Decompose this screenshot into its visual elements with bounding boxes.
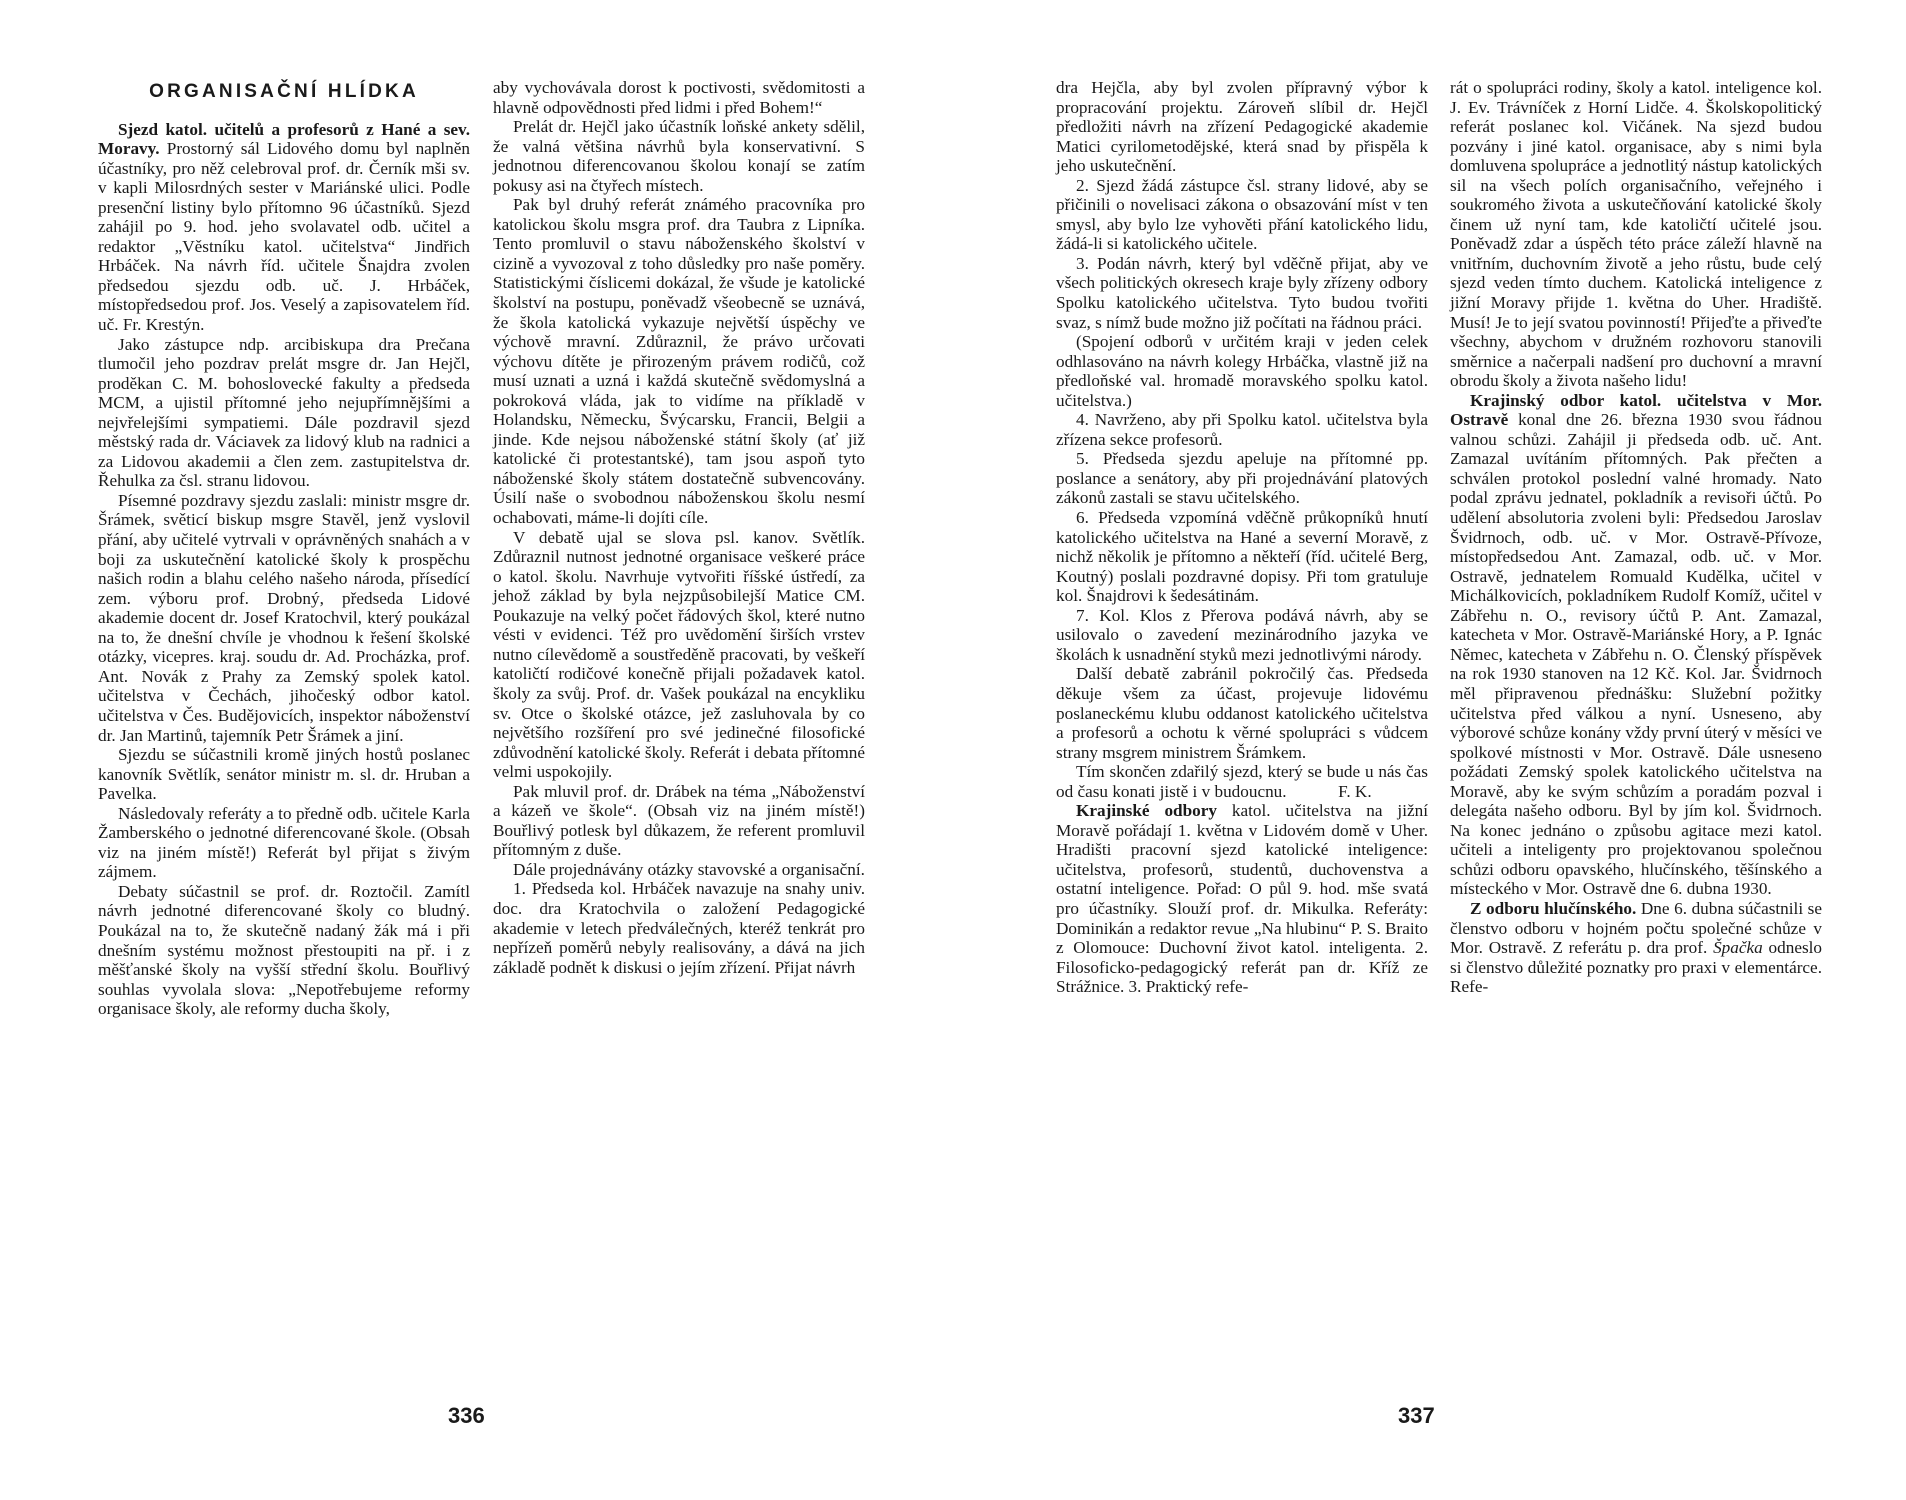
paragraph-text: rát o spolupráci rodiny, školy a katol. inteligence kol. J. Ev. Trávníček z Horní Lidče. 4. Školskopolitický referát poslanec kol. Vičánek. Na sjezd budou pozvány i jiné katol. organisace, aby s nimi byla domluvena spolupráce a jednotlitý nástup katolických sil na všech polích organisačního, veřejného i soukromého života a uskutečňování katolické školy činem už nyní tam, kde katoličtí učitelé jsou. Poněvadž zdar a úspěch této práce záleží hlavně na vnitřním, duchovním životě a jeho růstu, bude celý sjezd veden tímto duchem. Katolická inteligence z jižní Moravy přijde 1. května do Uher. Hradiště. Musí! Je to její svatou povinností! Přijeďte a přiveďte všechny, abychom v družném rozhovoru stanovili směrnice a načerpali nadšení pro duchovní a mravní obrodu školy a života našeho lidu! <box>1450 78 1822 391</box>
paragraph <box>1056 664 1428 762</box>
paragraphs <box>493 78 865 977</box>
paragraph <box>1056 762 1428 801</box>
paragraph-text: dra Hejčla, aby byl zvolen přípravný výbor k propracování projektu. Zároveň slíbil dr. Hejčl předložiti návrh na zřízení Pedagogické akademie Matici cyrilometodějské, která snad by přispěla k jeho uskutečnění. <box>1056 78 1428 176</box>
right-page <box>953 0 1906 1500</box>
paragraph <box>98 120 470 335</box>
paragraph-lead: Z odboru hlučínského. <box>1470 898 1637 918</box>
left-page-column-1 <box>98 82 470 1019</box>
paragraph <box>98 335 470 491</box>
paragraph <box>493 860 865 880</box>
author-signature: F. K. <box>1338 781 1372 801</box>
paragraph-text: Pak byl druhý referát známého pracovníka pro katolickou školu msgra prof. dra Taubra z Lipníka. Tento promluvil o stavu náboženského školství v cizině a vyvozoval z toho důsledky pro naše poměry. Statistickými číslicemi dokázal, že všude je katolické školství na postupu, poněvadž všeobecně se uznává, že škola katolická vykazuje největší úspěchy ve výchově mravní. Zdůraznil, že právo určovati výchovu dítěte je přirozeným právem rodičů, což musí uznati a uzná i každá skutečně svědomyslná a pokroková vláda, jak to vidíme na příkladě v Holandsku, Německu, Švýcarsku, Francii, Belgii a jinde. Kde nejsou náboženské státní školy (ať již katolické či protestantské), tam jsou aspoň tyto náboženské školy státem dostatečně subvencovány. Úsilí naše o svobodnou náboženskou školu nesmí ochabovati, máme-li dojíti cíle. <box>493 195 865 528</box>
paragraph-text: Tím skončen zdařilý sjezd, který se bude u nás čas od času konati jistě i v budoucnu. <box>1056 762 1428 801</box>
paragraph-text: 4. Navrženo, aby při Spolku katol. učitelstva byla zřízena sekce profesorů. <box>1056 410 1428 449</box>
paragraph <box>493 195 865 527</box>
paragraph-text-tail: odneslo si členstvo důležité poznatky pro praxi v elementárce. Refe- <box>1450 938 1822 997</box>
paragraph <box>98 804 470 882</box>
paragraph-text: Dne 6. dubna súčastnili se členstvo odboru v hojném počtu společné schůze v Mor. Ostravě. Z referátu p. dra prof. <box>1450 898 1822 958</box>
paragraph-text: katol. učitelstva na jižní Moravě pořádají 1. května v Lidovém domě v Uher. Hradišti pracovní sjezd katolické inteligence: učitelstva, profesorů, studentů, duchovenstva a ostatní inteligence. Pořad: O půl 9. hod. mše svatá pro účastníky. Slouží prof. dr. Mikulka. Referáty: Dominikán a redaktor revue „Na hlubinu“ P. S. Braito z Olomouce: Duchovní život katol. inteligenta. 2. Filosoficko-pedagogický referát pan dr. Kříž ze Strážnice. 3. Praktický refe- <box>1056 801 1428 997</box>
paragraph <box>493 117 865 195</box>
paragraph-text: Písemné pozdravy sjezdu zaslali: ministr msgre dr. Šrámek, světicí biskup msgre Stavěl, jenž vyslovil přání, aby učitelé vytrvali v oprávněných snahách a v boji za uskutečnění katolické školy k prospěchu našich rodin a blahu celého našeho národa, přísedící zem. výboru prof. Drobný, předseda Lidové akademie docent dr. Josef Kratochvil, který poukázal na to, že dnešní chvíle je vhodnou k řešení školské otázky, vicepres. kraj. soudu dr. Ad. Procházka, prof. Ant. Novák z Prahy za Zemský spolek katol. učitelstva v Čechách, jihočeský odbor katol. učitelstva v Čes. Budějovicích, inspektor náboženství dr. Jan Martinů, tajemník Petr Šrámek a jiní. <box>98 490 470 745</box>
paragraph-text: 5. Předseda sjezdu apeluje na přítomné pp. poslance a senátory, aby při projednávání platových zákonů zastali se stavu učitelského. <box>1056 449 1428 508</box>
paragraph <box>1056 78 1428 176</box>
paragraph-text: Další debatě zabránil pokročilý čas. Předseda děkuje všem za účast, projevuje lidovému poslaneckému klubu oddanost katolického učitelstva a profesorů a ochotu k věrné spolupráci s vůdcem strany msgrem ministrem Šrámkem. <box>1056 664 1428 762</box>
paragraph-text: Dále projednávány otázky stavovské a organisační. <box>513 859 865 879</box>
paragraph-text: konal dne 26. března 1930 svou řádnou valnou schůzi. Zahájil ji předseda odb. uč. Ant. Zamazal uvítáním přítomných. Pak přečten a schválen protokol poslední valné hromady. Nato podal zprávu jednatel, pokladník a revisoři účtů. Po udělení absolutoria zvoleni byli: Předsedou Jaroslav Švidrnoch, odb. uč. v Mor. Ostravě-Přívoze, místopředsedou Ant. Zamazal, odb. uč. v Mor. Ostravě, jednatelem Romuald Kudělka, učitel v Michálkovicích, pokladníkem Rudolf Komíž, učitel v Zábřehu n. O., revisory účtů P. Ant. Zamazal, katecheta v Mor. Ostravě-Mariánské Hory, a P. Ignác Němec, katecheta v Zábřehu n. O. Členský příspěvek na rok 1930 stanoven na 12 Kč. Kol. Jar. Švidrnoch měl připravenou přednášku: Služební požitky učitelstva před válkou a nyní. Usneseno, aby výborové schůze konány vždy první úterý v měsíci ve spolkové místnosti v Mor. Ostravě. Dále usneseno požádati Zemský spolek katolického učitelstva na Moravě, aby ke svým schůzím a poradám pozval i delegáta našeho odboru. Byl by jím kol. Švidrnoch. Na konec jednáno o způsobu agitace mezi katol. učiteli a inteligenty pro projektovanou společnou schůzi odboru opavského, hlučínského, těšínského a místeckého v Mor. Ostravě dne 6. dubna 1930. <box>1450 410 1822 899</box>
paragraph <box>1056 449 1428 508</box>
paragraph-text: Prostorný sál Lidového domu byl naplněn účastníky, pro něž celebroval prof. dr. Černík mši sv. v kapli Milosrdných sester v Mariánské ulici. Podle presenční listiny bylo přítomno 96 účastníků. Sjezd zahájil po 9. hod. jeho svolavatel odb. učitel a redaktor „Věstníku katol. učitelstva“ Jindřich Hrbáček. Na návrh říd. učitele Šnajdra zvolen předsedou sjezdu odb. uč. J. Hrbáček, místopředsedou prof. Jos. Veselý a zapisovatelem říd. uč. Fr. Krestýn. <box>98 139 470 335</box>
paragraph <box>1450 899 1822 997</box>
paragraph <box>98 882 470 1019</box>
paragraph <box>1450 391 1822 899</box>
paragraph-text: (Spojení odborů v určitém kraji v jeden celek odhlasováno na návrh kolegy Hrbáčka, vlastně již na předloňské val. hromadě moravského spolku katol. učitelstva.) <box>1056 332 1428 410</box>
paragraph-text: 2. Sjezd žádá zástupce čsl. strany lidové, aby se přičinili o novelisaci zákona o obsazování míst v ten smysl, aby bylo lze vyhověti přání katolického lidu, žádá-li si katolického učitele. <box>1056 175 1428 254</box>
paragraphs <box>1056 78 1428 997</box>
paragraph-text: Následovaly referáty a to předně odb. učitele Karla Žamberského o jednotné diferencované škole. (Obsah viz na jiném místě!) Referát byl přijat s živým zájmem. <box>98 803 470 882</box>
paragraph <box>1056 410 1428 449</box>
paragraph-text: Debaty súčastnil se prof. dr. Roztočil. Zamítl návrh jednotné diferencované školy co bludný. Poukázal na to, že skutečně nadaný žák má i při dnešním systému možnost přestoupiti na př. i z měšťanské školy na vyšší střední školu. Bouřlivý souhlas vyvolala slova: „Nepotřebujeme reformy organisace školy, ale reformy ducha školy, <box>98 881 470 1019</box>
right-page-column-1 <box>1056 78 1428 997</box>
paragraph <box>1056 801 1428 996</box>
paragraph-text: Jako zástupce ndp. arcibiskupa dra Prečana tlumočil jeho pozdrav prelát msgre dr. Jan Hejčl, proděkan C. M. bohoslovecké fakulty a předseda MCM, a ujistil přítomné jeho nejupřímnějšími a nejvřelejšími sympatiemi. Dále pozdravil sjezd městský rada dr. Váciavek za lidový klub na radnici a za Lidovou akademii a člen zem. zastupitelstva dr. Řehulka za čsl. stranu lidovou. <box>98 334 470 491</box>
paragraph-lead: Sjezd katol. učitelů a profesorů z Hané a sev. Moravy. <box>98 119 470 159</box>
paragraph-lead: Krajinské odbory <box>1076 801 1217 821</box>
paragraph <box>493 879 865 977</box>
section-heading: ORGANISAČNÍ HLÍDKA <box>149 81 419 102</box>
right-page-column-2 <box>1450 78 1822 997</box>
italic-name: Špačka <box>1713 938 1763 958</box>
paragraph <box>493 782 865 860</box>
paragraph-text: 6. Předseda vzpomíná vděčně průkopníků hnutí katolického učitelstva na Hané a severní Moravě, z nichž několik je přítomno a někteří (říd. učitelé Berg, Koutný) poslali pozdravné dopisy. Při tom gratuluje kol. Šnajdrovi k šedesátinám. <box>1056 508 1428 606</box>
paragraph <box>1056 254 1428 332</box>
paragraph <box>98 745 470 804</box>
page-number: 336 <box>448 1403 485 1428</box>
left-page-column-2 <box>493 78 865 977</box>
paragraph-text: Pak mluvil prof. dr. Drábek na téma „Náboženství a kázeň ve škole“. (Obsah viz na jiném místě!) Bouřlivý potlesk byl důkazem, že referent promluvil přítomným z duše. <box>493 781 865 860</box>
paragraph <box>1056 606 1428 665</box>
paragraph <box>1056 508 1428 606</box>
paragraphs <box>1450 78 1822 997</box>
paragraph <box>98 491 470 745</box>
paragraph <box>1056 176 1428 254</box>
paragraph <box>493 78 865 117</box>
paragraph-text: Sjezdu se súčastnili kromě jiných hostů poslanec kanovník Světlík, senátor ministr m. sl. dr. Hruban a Pavelka. <box>98 745 470 804</box>
paragraphs <box>98 120 470 1019</box>
paragraph-text: 1. Předseda kol. Hrbáček navazuje na snahy univ. doc. dra Kratochvila o založení Pedagogické akademie v letech předválečných, kteréž tenkrát pro nepřízeň poměrů nebyly realisovány, a dává na jich základě podnět k diskusi o jejím zřízení. Přijat návrh <box>493 879 865 977</box>
paragraph-text: V debatě ujal se slova psl. kanov. Světlík. Zdůraznil nutnost jednotné organisace veškeré práce o katol. školu. Navrhuje vytvořiti říšské ústředí, za jehož základ by byla nejzpůsobilejší Matice CM. Poukazuje na velký počet řádových škol, které nutno vésti v evidenci. Též pro uvědomění širších vrstev nutno cílevědomě a soustředěně pracovati, by veškeří katoličtí rodičové konečně přijali požadavek katol. školy za svůj. Prof. dr. Vašek poukázal na encykliku sv. Otce o školské otázce, jež zasluhovala by co největšího rozšíření pro své jedinečné filosofické zdůvodnění katolické školy. Referát i debata přítomné velmi uspokojily. <box>493 527 865 782</box>
paragraph <box>1056 332 1428 410</box>
paragraph-text: Prelát dr. Hejčl jako účastník loňské ankety sdělil, že valná většina návrhů byla konservativní. S jednotnou diferencovanou školou konají se zatím pokusy asi na čtyřech místech. <box>493 117 865 195</box>
paragraph-lead: Krajinský odbor katol. učitelstva v Mor. Ostravě <box>1450 390 1822 430</box>
page-number: 337 <box>1398 1403 1435 1428</box>
paragraph-text: aby vychovávala dorost k poctivosti, svědomitosti a hlavně odpovědnosti před lidmi i před Bohem!“ <box>493 78 865 117</box>
paragraph <box>493 528 865 782</box>
paragraph <box>1450 78 1822 391</box>
paragraph-text: 3. Podán návrh, který byl vděčně přijat, aby ve všech politických okresech kraje byly zřízeny odbory Spolku katolického učitelstva. Tyto budou tvořiti svaz, s nímž bude možno již počítati na řádnou práci. <box>1056 253 1428 332</box>
paragraph-text: 7. Kol. Klos z Přerova podává návrh, aby se usilovalo o zavedení mezinárodního jazyka ve školách k usnadnění styků mezi jednotlivými národy. <box>1056 605 1428 664</box>
